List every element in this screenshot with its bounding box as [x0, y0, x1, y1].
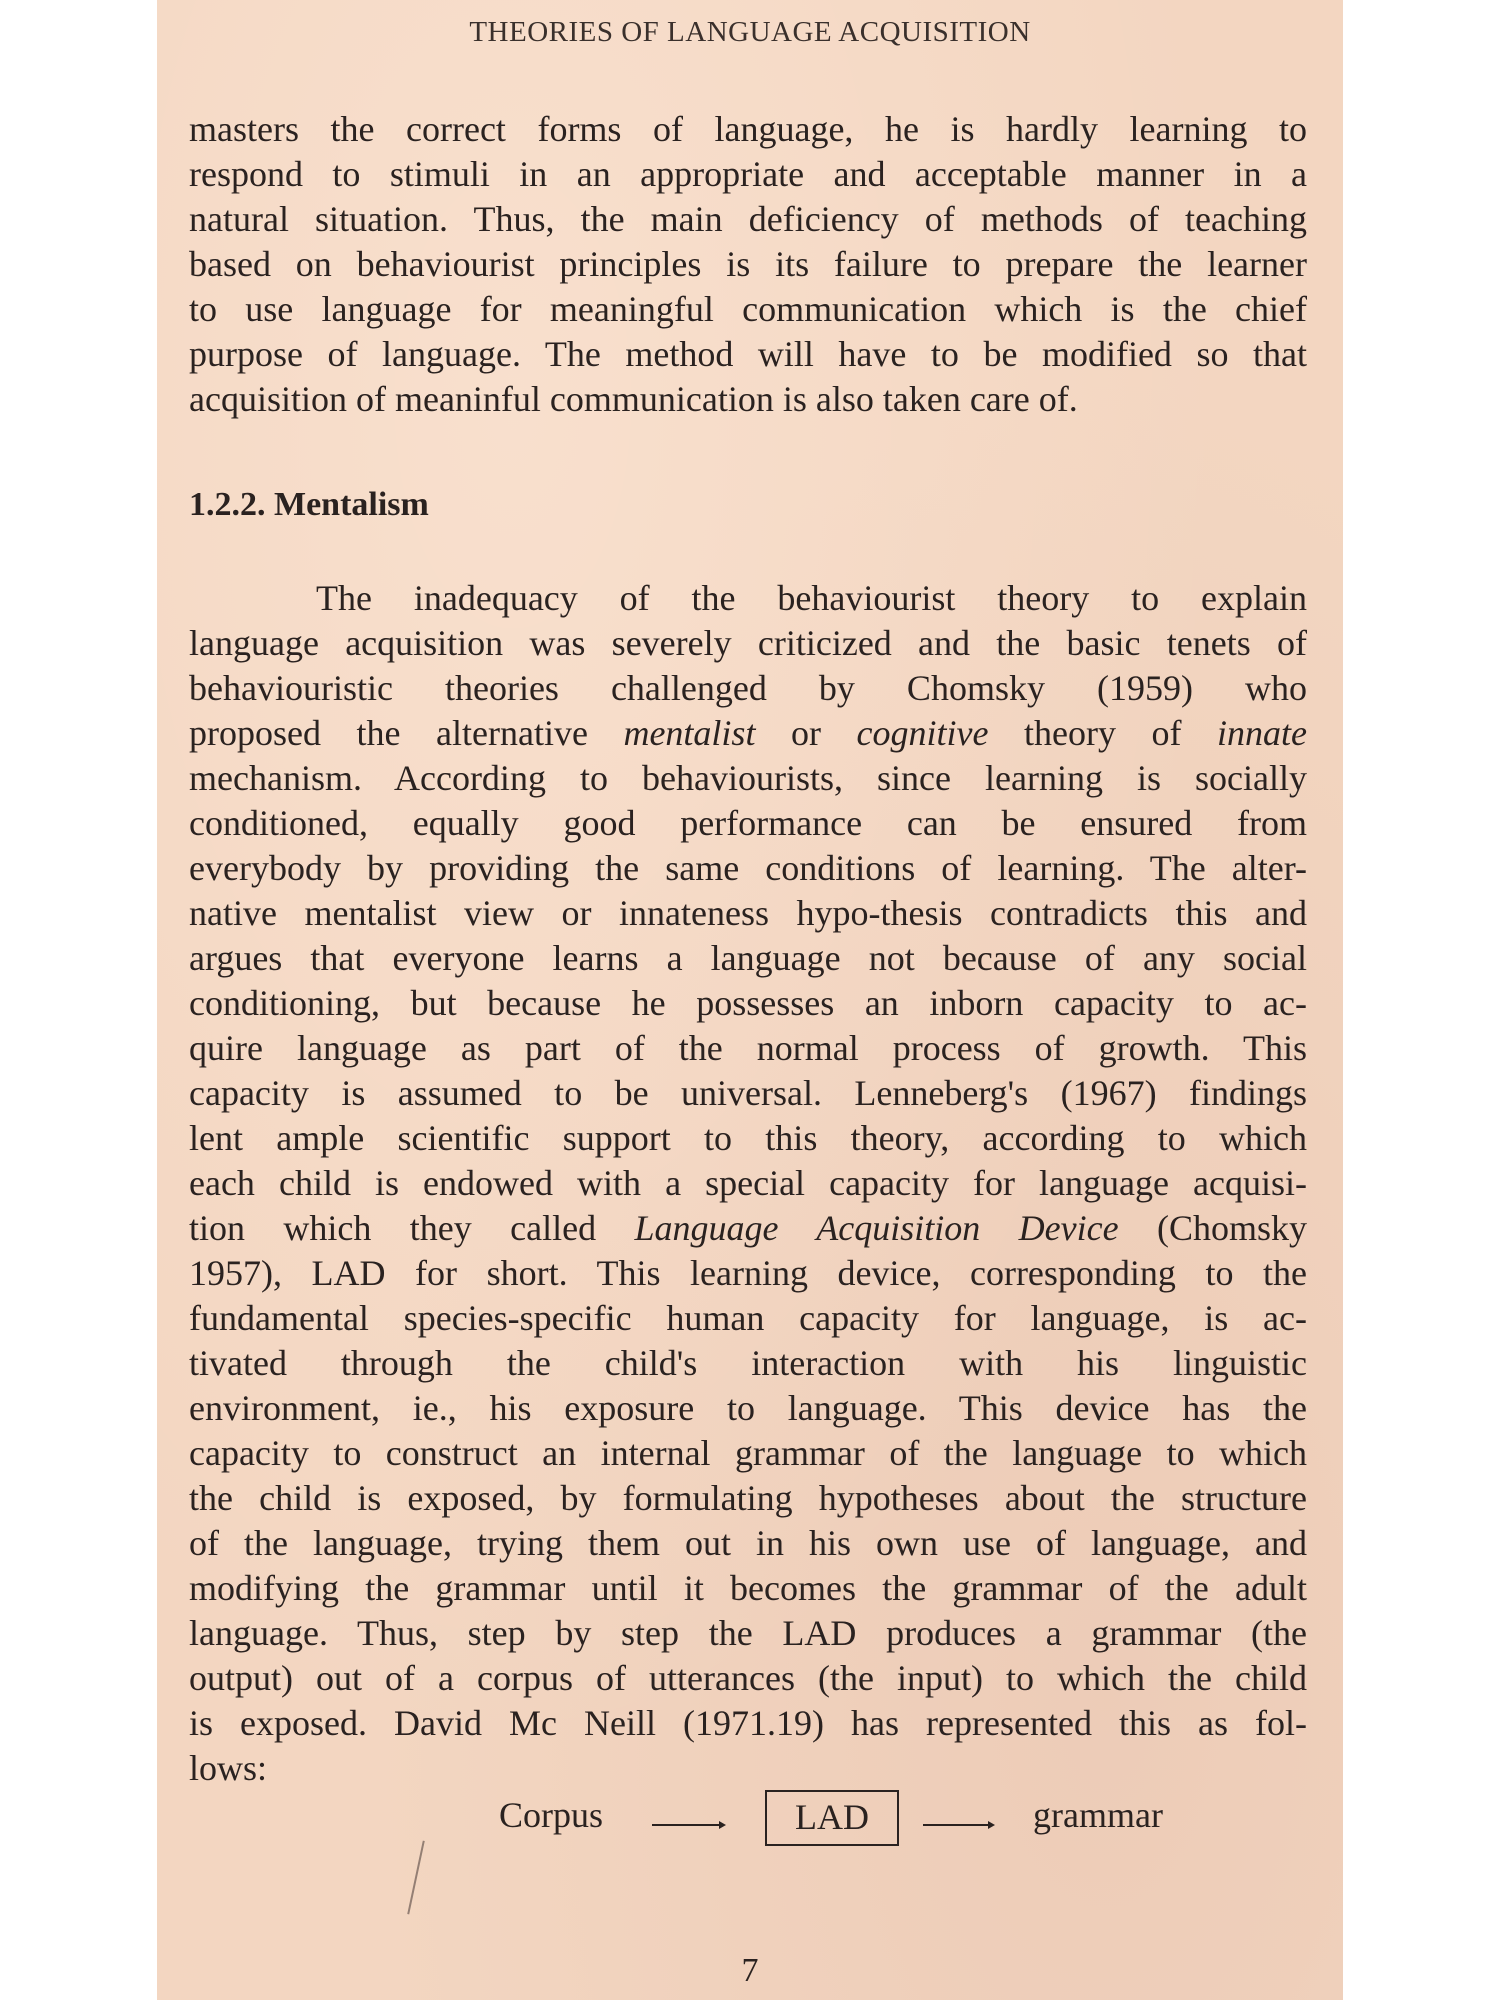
text-line: quire language as part of the normal process of growth. This: [189, 1028, 1307, 1068]
text-line: everybody by providing the same conditions of learning. The alter-: [189, 848, 1307, 888]
text-line: of the language, trying them out in his own use of language, and: [189, 1523, 1307, 1563]
text-line: acquisition of meaninful communication is also taken care of.: [189, 379, 1078, 419]
lad-formula: [157, 1790, 1343, 1850]
text-line: [189, 711, 1307, 756]
text-line: lent ample scientific support to this theory, according to which: [189, 1118, 1307, 1158]
text-line: mechanism. According to behaviourists, since learning is socially: [189, 758, 1307, 798]
italic-term-innate: innate: [1217, 713, 1307, 753]
right-arrow-icon: [652, 1824, 722, 1826]
text-span: or: [755, 713, 857, 753]
text-line: native mentalist view or innateness hypo-thesis contradicts this and: [189, 893, 1307, 933]
text-line: [189, 1206, 1307, 1251]
italic-term-mentalist: mentalist: [623, 713, 756, 753]
italic-term-cognitive: cognitive: [856, 713, 989, 753]
text-span: theory of: [988, 713, 1217, 753]
formula-output: grammar: [1033, 1795, 1163, 1835]
text-line: masters the correct forms of language, he is hardly learning to: [189, 109, 1307, 149]
text-line: based on behaviourist principles is its failure to prepare the learner: [189, 244, 1307, 284]
formula-device-box: LAD: [765, 1790, 899, 1846]
text-line: environment, ie., his exposure to language. This device has the: [189, 1388, 1307, 1428]
book-page: [157, 0, 1343, 2000]
text-line: natural situation. Thus, the main deficiency of methods of teaching: [189, 199, 1307, 239]
text-span: proposed the alternative: [189, 713, 624, 753]
text-line: conditioned, equally good performance can be ensured from: [189, 803, 1307, 843]
text-line: language acquisition was severely criticized and the basic tenets of: [189, 623, 1307, 663]
running-head: THEORIES OF LANGUAGE ACQUISITION: [469, 16, 1031, 48]
text-line: 1957), LAD for short. This learning device, corresponding to the: [189, 1253, 1307, 1293]
text-line: each child is endowed with a special capacity for language acquisi-: [189, 1163, 1307, 1203]
text-line: tivated through the child's interaction with his linguistic: [189, 1343, 1307, 1383]
text-line: capacity to construct an internal grammar of the language to which: [189, 1433, 1307, 1473]
intro-paragraph: [189, 107, 1307, 422]
text-line: respond to stimuli in an appropriate and acceptable manner in a: [189, 154, 1307, 194]
page-number: 7: [741, 1952, 759, 1989]
text-line: purpose of language. The method will have to be modified so that: [189, 334, 1307, 374]
right-arrow-icon: [923, 1824, 991, 1826]
text-line: output) out of a corpus of utterances (the input) to which the child: [189, 1658, 1307, 1698]
text-line: the child is exposed, by formulating hypotheses about the structure: [189, 1478, 1307, 1518]
section-heading: 1.2.2. Mentalism: [189, 486, 429, 523]
text-line: is exposed. David Mc Neill (1971.19) has represented this as fol-: [189, 1703, 1307, 1743]
text-line: lows:: [189, 1748, 268, 1788]
text-line: capacity is assumed to be universal. Lenneberg's (1967) findings: [189, 1073, 1307, 1113]
pencil-mark: [407, 1841, 425, 1915]
text-line: fundamental species-specific human capacity for language, is ac-: [189, 1298, 1307, 1338]
text-span: tion which they called: [189, 1208, 635, 1248]
italic-term-lad: Language Acquisition Device: [634, 1208, 1119, 1248]
text-line: The inadequacy of the behaviourist theory to explain: [316, 578, 1307, 618]
mentalism-paragraph: [189, 576, 1307, 1791]
text-line: to use language for meaningful communication which is the chief: [189, 289, 1307, 329]
text-line: modifying the grammar until it becomes the grammar of the adult: [189, 1568, 1307, 1608]
formula-input: Corpus: [499, 1795, 604, 1835]
text-line: behaviouristic theories challenged by Chomsky (1959) who: [189, 668, 1307, 708]
text-line: argues that everyone learns a language not because of any social: [189, 938, 1307, 978]
text-line: conditioning, but because he possesses an inborn capacity to ac-: [189, 983, 1307, 1023]
text-span: (Chomsky: [1118, 1208, 1307, 1248]
text-line: language. Thus, step by step the LAD produces a grammar (the: [189, 1613, 1307, 1653]
